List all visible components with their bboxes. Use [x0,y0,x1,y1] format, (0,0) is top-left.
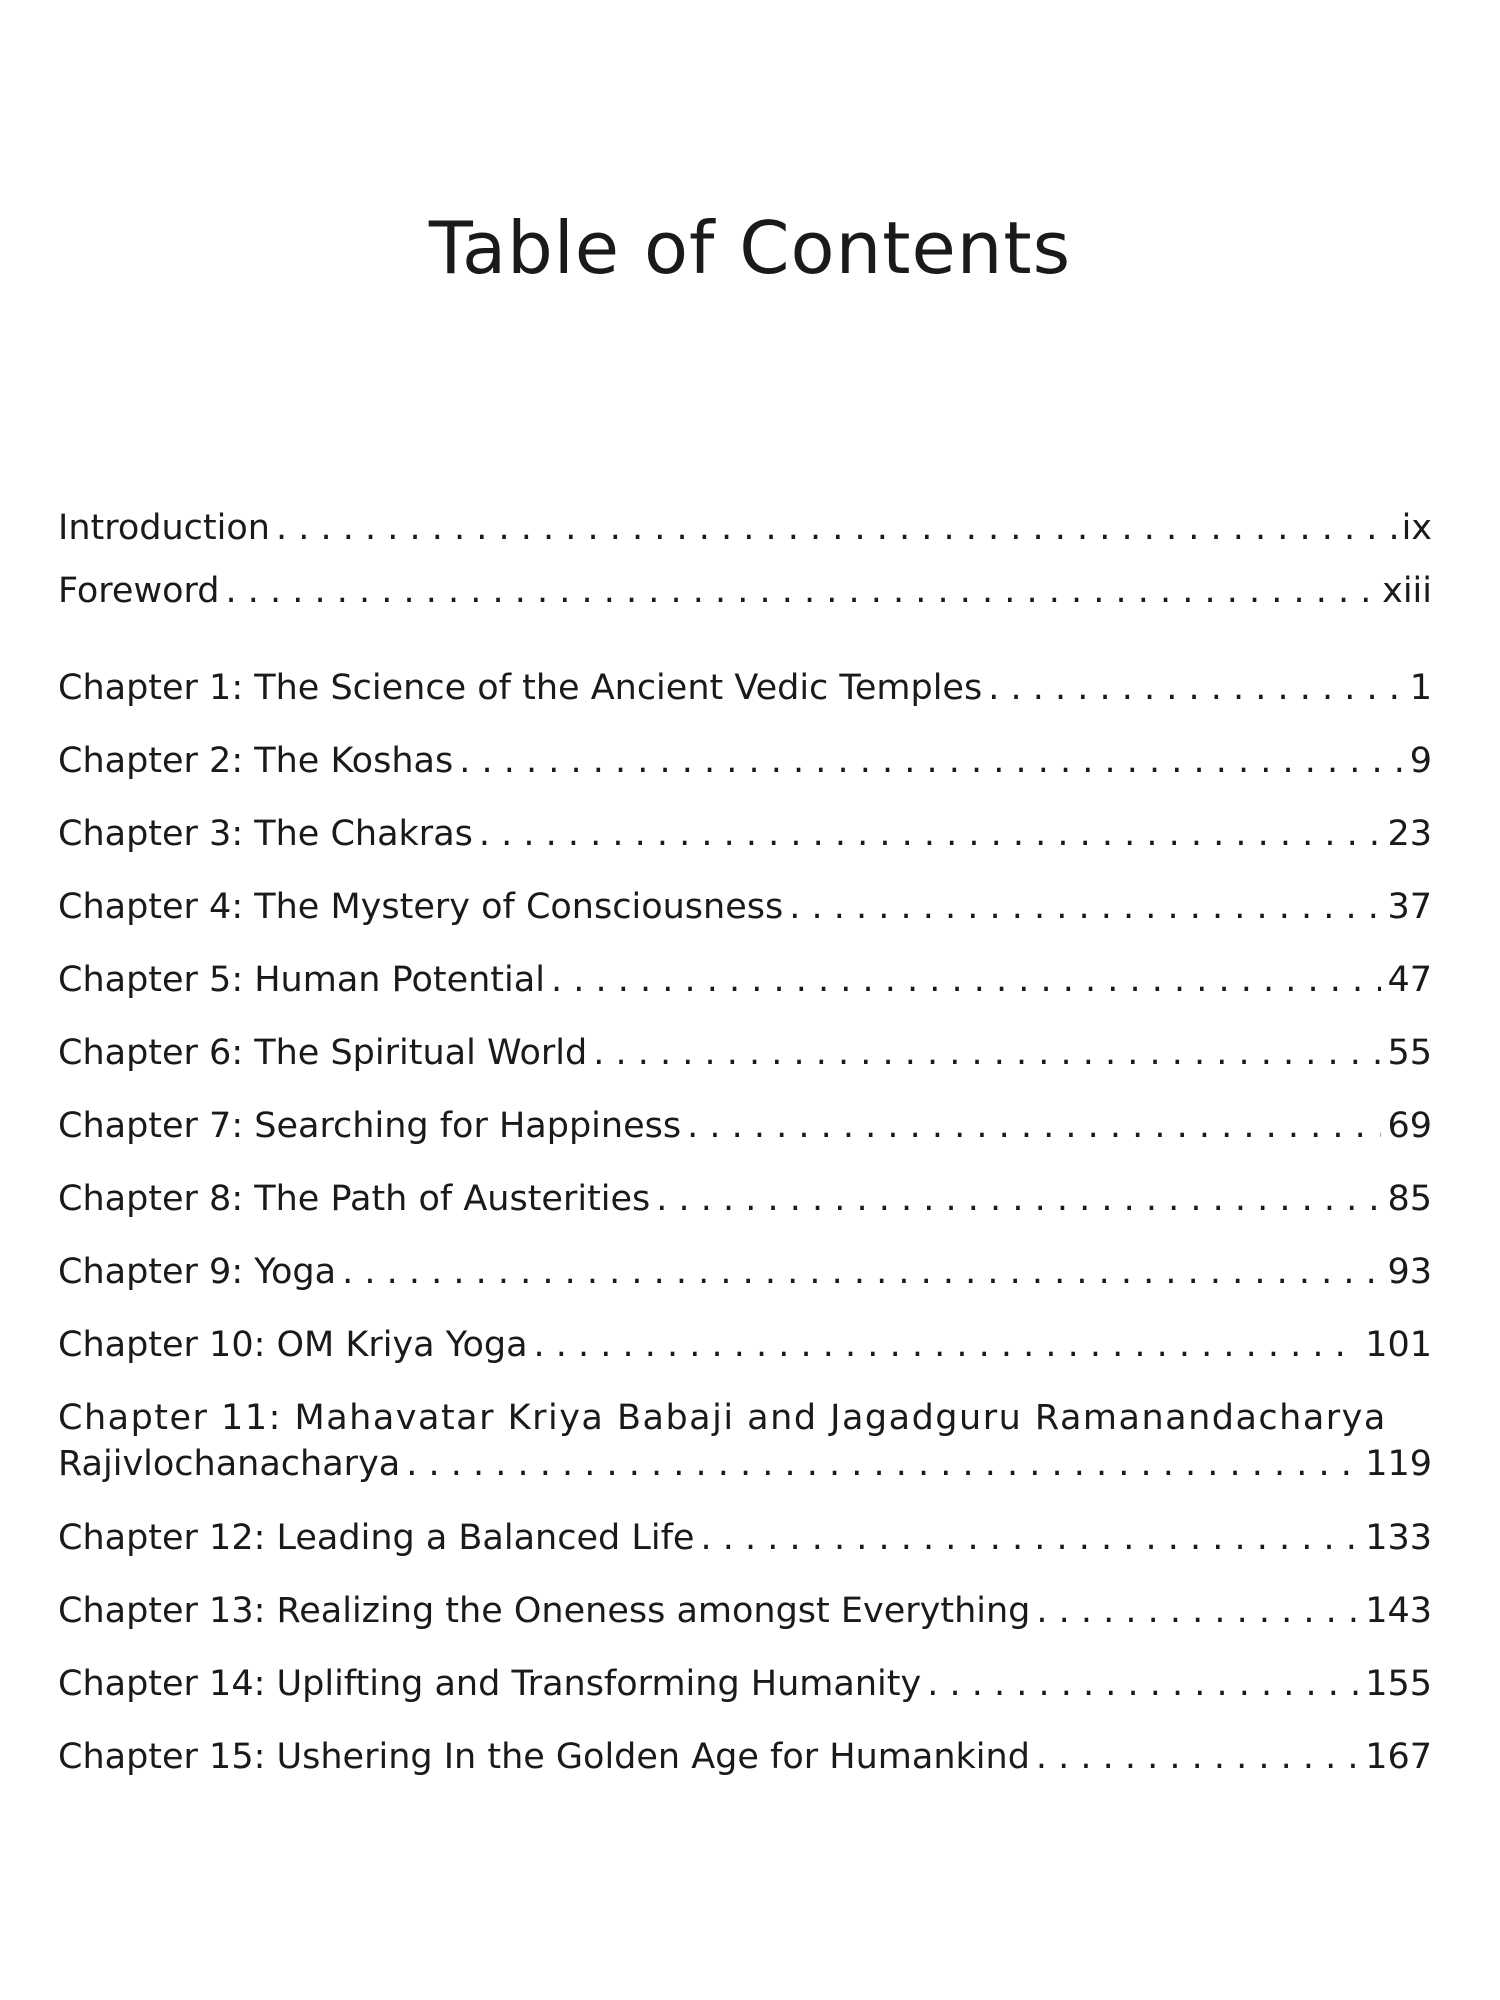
toc-entry-label: Chapter 9: Yoga [58,1252,337,1292]
toc-entry-chapter-8 [58,1176,1432,1222]
toc-entry-page: 119 [1365,1444,1432,1484]
toc-entry-chapter-9 [58,1249,1432,1295]
toc-entry-page: 37 [1387,887,1432,927]
leader-dots [927,1661,1359,1707]
toc-entry-label: Chapter 7: Searching for Happiness [58,1106,682,1146]
leader-dots [593,1030,1381,1076]
toc-entry-chapter-12 [58,1515,1432,1561]
toc-entry-page: 85 [1387,1179,1432,1219]
leader-dots [700,1515,1359,1561]
leader-dots [406,1441,1359,1487]
leader-dots [225,568,1376,614]
toc-entry-label: Foreword [58,571,220,611]
toc-entry-chapter-11 [58,1395,1432,1487]
toc-entry-label: Chapter 12: Leading a Balanced Life [58,1518,695,1558]
toc-entry-chapter-13 [58,1588,1432,1634]
toc-entry-page: 23 [1387,814,1432,854]
toc-entry-label: Chapter 15: Ushering In the Golden Age for Humankind [58,1737,1030,1777]
toc-entry-label-line2: Rajivlochanacharya [58,1444,401,1484]
toc-entry-label: Chapter 6: The Spiritual World [58,1033,588,1073]
toc-entry-label: Chapter 2: The Koshas [58,741,454,781]
toc-entry-chapter-7 [58,1103,1432,1149]
leader-dots [1036,1588,1359,1634]
toc-entry-label: Chapter 8: The Path of Austerities [58,1179,651,1219]
toc-entry-chapter-2 [58,738,1432,784]
leader-dots [1036,1734,1359,1780]
toc-entry-page: 47 [1387,960,1432,1000]
toc-entry-chapter-6 [58,1030,1432,1076]
leader-dots [687,1103,1381,1149]
toc-entry-label: Chapter 1: The Science of the Ancient Vedic Temples [58,668,983,708]
toc-entry-page: 69 [1387,1106,1432,1146]
toc-entry-label: Chapter 10: OM Kriya Yoga [58,1325,528,1365]
toc-entry-chapter-14 [58,1661,1432,1707]
leader-dots [551,957,1382,1003]
leader-dots [789,884,1381,930]
toc-entry-page: 101 [1365,1325,1432,1365]
toc-entry-page: 167 [1365,1737,1432,1777]
toc-entry-label: Chapter 4: The Mystery of Consciousness [58,887,784,927]
leader-dots [342,1249,1381,1295]
toc-entry-chapter-4 [58,884,1432,930]
toc-entry-label: Chapter 14: Uplifting and Transforming Humanity [58,1664,922,1704]
page-title: Table of Contents [428,206,1072,290]
toc-entry-page: 1 [1409,668,1432,708]
toc-entry-chapter-15 [58,1734,1432,1780]
toc-entry-page: 155 [1365,1664,1432,1704]
toc-entry-page: 9 [1409,741,1432,781]
toc-entry-line2 [58,1441,1432,1487]
leader-dots [534,1322,1360,1368]
toc-entry-chapter-1 [58,665,1432,711]
toc-entry-foreword [58,568,1432,614]
leader-dots [656,1176,1381,1222]
toc-entry-chapter-3 [58,811,1432,857]
leader-dots [459,738,1404,784]
toc-entry-chapter-10 [58,1322,1432,1368]
toc-entry-label: Chapter 13: Realizing the Oneness amongst Everything [58,1591,1031,1631]
toc-entry-page: ix [1401,508,1432,548]
toc-entry-page: 133 [1365,1518,1432,1558]
leader-dots [988,665,1404,711]
toc-entry-label-line1: Chapter 11: Mahavatar Kriya Babaji and Jagadguru Ramanandacharya [58,1398,1387,1438]
leader-dots [276,505,1396,551]
toc-entry-page: 143 [1365,1591,1432,1631]
toc-entry-page: xiii [1382,571,1432,611]
toc-entry-page: 93 [1387,1252,1432,1292]
toc-entry-label: Chapter 5: Human Potential [58,960,545,1000]
toc-entry-label: Introduction [58,508,270,548]
leader-dots [479,811,1382,857]
toc-entry-introduction [58,505,1432,551]
toc-entry-label: Chapter 3: The Chakras [58,814,473,854]
toc-entry-chapter-5 [58,957,1432,1003]
toc-entry-page: 55 [1387,1033,1432,1073]
